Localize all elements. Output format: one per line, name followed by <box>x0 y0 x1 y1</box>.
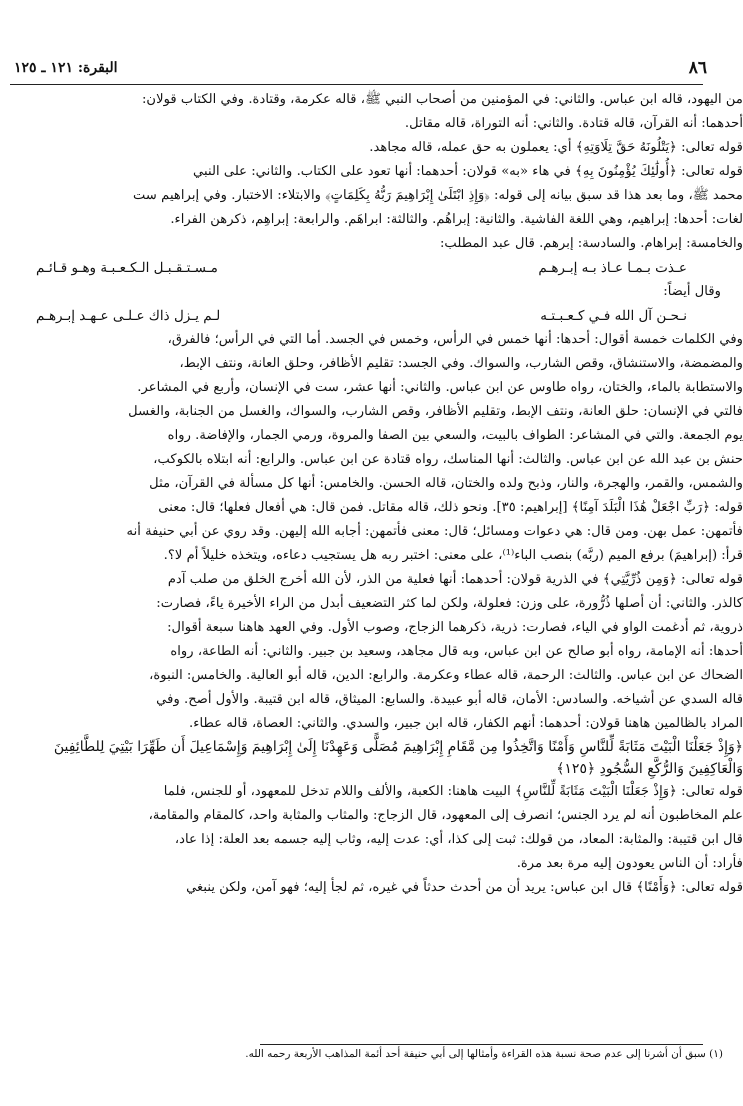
verse-first-hemistich: عـذت بـمـا عـاذ بـه إبـرهـم <box>538 260 687 276</box>
text-line: والشمس، والقمر، والهجرة، والنار، وذبح ولده والختان، قاله الحسن. والخامس: أنها كل مسألة في القرآن، مثل <box>149 476 743 491</box>
running-title: البقرة: ١٢١ ـ ١٢٥ <box>14 60 118 76</box>
text-line: قوله تعالى: ﴿وَإِذْ جَعَلْنَا الْبَيْتَ مَثَابَةً لِّلنَّاسِ﴾ البيت هاهنا: الكعبة، والألف واللام تدخل للمعهود، أو للجنس، فلما <box>163 784 743 799</box>
text-line: لغات: أحدها: إبراهيم، وهي اللغة الفاشية. والثانية: إبراهُم. والثالثة: ابراهَم. والرابعة: إبراهِم، ذكرهن الفراء. <box>170 212 743 227</box>
text-line: والاستطابة بالماء، والختان، رواه طاوس عن ابن عباس. والثاني: أنها عشر، ست في الإنسان، وأربع في المشاعر. <box>137 380 743 395</box>
text-line: قال ابن قتيبة: والمثابة: المعاد، من قولك: ثبت إلى كذا، أي: عدت إليه، وثاب إليه جسمه بعد العلة: إذا عاد، <box>174 832 743 847</box>
footnote-rule <box>260 1044 703 1045</box>
text-line: وقال أيضاً: <box>663 284 721 299</box>
text-line: قوله: ﴿رَبِّ اجْعَلْ هَٰذَا الْبَلَدَ آمِنًا﴾ [إبراهيم: ٣٥]. ونحو ذلك، قاله مقاتل. فمن قال: هي أفعال فعلها؛ قال: معنى <box>158 500 743 515</box>
text-line: أحدهما: أنه القرآن، قاله قتادة. والثاني: أنه التوراة، قاله مقاتل. <box>404 116 743 131</box>
text-line: الضحاك عن ابن عباس. والثالث: الرحمة، قاله عطاء وعكرمة. والرابع: الدين، قاله أبو العالية. والخامس: النبوة، <box>149 668 743 683</box>
quran-verse-line: ﴿وَإِذْ جَعَلْنَا الْبَيْتَ مَثَابَةً لِّلنَّاسِ وَأَمْنًا وَاتَّخِذُوا مِن مَّقَامِ إِبْرَاهِيمَ مُصَلًّى وَعَهِدْنَا إِلَىٰ إِبْرَاهِيمَ وَإِسْمَاعِيلَ أَن طَهِّرَا بَيْتِيَ لِلطَّائِفِينَ <box>53 739 743 755</box>
text-line: محمد ﷺ، وما بعد هذا قد سبق بيانه إلى قوله: ﴿وَإِذِ ابْتَلَىٰ إِبْرَاهِيمَ رَبُّهُ بِكَلِمَاتٍ﴾ والابتلاء: الاختبار. وفي إبراهيم ست <box>132 188 743 203</box>
text-line: فالتي في الإنسان: حلق العانة، ونتف الإبط، وتقليم الأظافر، وقص الشارب، والسواك، والغسل من الجنابة، والغسل <box>128 404 743 419</box>
verse-second-hemistich: مـسـتـقـبـل الـكـعـبـة وهـو قـائـم <box>36 260 218 276</box>
poetry-verse <box>8 304 743 328</box>
text-line: كالذر. والثاني: أن أصلها ذُرُّورة، على وزن: فعلولة، ولكن لما كثر التضعيف أبدل من الراء الأخيرة ياءً، فصارت: <box>156 596 743 611</box>
text-line: علم المخاطبون أنه لم يرد الجنس؛ انصرف إلى المعهود، قال الزجاج: والمثاب والمثابة واحد، كالمقام والمقامة، <box>148 808 743 823</box>
page-number: ٨٦ <box>688 58 707 78</box>
text-line: قوله تعالى: ﴿وَأَمْنًا﴾ قال ابن عباس: يريد أن من أحدث حدثاً في غيره، ثم لجأ إليه؛ فهو آمن، ولكن ينبغي <box>186 880 743 895</box>
text-line: فأراد: أن الناس يعودون إليه مرة بعد مرة. <box>516 856 743 871</box>
body-text <box>8 88 743 900</box>
verse-second-hemistich: لـم يـزل ذاك عـلـى عـهـد إبـرهـم <box>36 308 221 324</box>
header-rule <box>10 84 703 85</box>
text-line: وفي الكلمات خمسة أقوال: أحدها: أنها خمس في الرأس، وخمس في الجسد. أما التي في الرأس؛ فالفرق، <box>167 332 743 347</box>
text-line: أحدها: أنه الإمامة، رواه أبو صالح عن ابن عباس، وبه قال مجاهد، وسعيد بن جبير. والثاني: أنه الطاعة، رواه <box>170 644 743 659</box>
text-line: قرأ: (إبراهيمَ) برفع الميم (ربَّه) بنصب الباء⁽¹⁾، على معنى: اختبر ربه هل يستجيب دعاءه، ويتخذه خليلاً أم لا؟. <box>163 548 743 563</box>
footnote: (١) سبق أن أشرنا إلى عدم صحة نسبة هذه القراءة وأمثالها إلى أبي حنيفة أحد أئمة المذاهب الأربعة رحمه الله. <box>245 1048 723 1060</box>
text-line: قوله تعالى: ﴿يَتْلُونَهُ حَقَّ تِلَاوَتِهِ﴾ أي: يعملون به حق عمله، قاله مجاهد. <box>369 140 743 155</box>
text-line: قاله السدي عن أشياخه. والسادس: الأمان، قاله أبو عبيدة. والسابع: الميثاق، قاله ابن قتيبة. والأول أصح. وفي <box>156 692 743 707</box>
text-line: قوله تعالى: ﴿أُولَٰئِكَ يُؤْمِنُونَ بِهِ﴾ في هاء «به» قولان: أحدهما: أنها تعود على الكتاب. والثاني: على النبي <box>193 164 743 179</box>
verse-first-hemistich: نـحـن آل الله فـي كـعـبـتـه <box>540 308 687 324</box>
text-line: من اليهود، قاله ابن عباس. والثاني: في المؤمنين من أصحاب النبي ﷺ، قاله عكرمة، وقتادة. وفي الكتاب قولان: <box>141 92 743 107</box>
text-line: ذروية، ثم أدغمت الواو في الياء، فصارت: ذرية، ذكرهما الزجاج، وصوب الأول. وفي العهد هاهنا سبعة أقوال: <box>167 620 743 635</box>
text-line: فأتمهن: عمل بهن. ومن قال: هي دعوات ومسائل؛ قال: معنى فأتمهن: أجابه الله إليهن. وقد روي عن أبي حنيفة أنه <box>126 524 743 539</box>
text-line: قوله تعالى: ﴿وَمِن ذُرِّيَّتِي﴾ في الذرية قولان: أحدهما: أنها فعلية من الذر، لأن الله أخرج الخلق من صلب آدم <box>167 572 743 587</box>
poetry-verse <box>8 256 743 280</box>
text-line: يوم الجمعة. والتي في المشاعر: الطواف بالبيت، والسعي بين الصفا والمروة، ورمي الجمار، والإفاضة. رواه <box>167 428 743 443</box>
text-line: والمضمضة، والاستنشاق، وقص الشارب، والسواك. وفي الجسد: تقليم الأظافر، وحلق العانة، ونتف الإبط، <box>179 356 743 371</box>
text-line: حنش بن عبد الله عن ابن عباس. والثالث: أنها المناسك، رواه قتادة عن ابن عباس. والرابع: أنه ابتلاه بالكوكب، <box>153 452 743 467</box>
text-line: المراد بالظالمين هاهنا قولان: أحدهما: أنهم الكفار، قاله ابن جبير، والسدي. والثاني: العصاة، قاله عطاء. <box>189 716 743 731</box>
quran-verse-line: وَالْعَاكِفِينَ وَالرُّكَّعِ السُّجُودِ ﴿١٢٥﴾ <box>556 761 743 777</box>
text-line: والخامسة: إبراهام. والسادسة: إبرهم. قال عبد المطلب: <box>439 236 743 251</box>
page-header <box>0 58 707 84</box>
